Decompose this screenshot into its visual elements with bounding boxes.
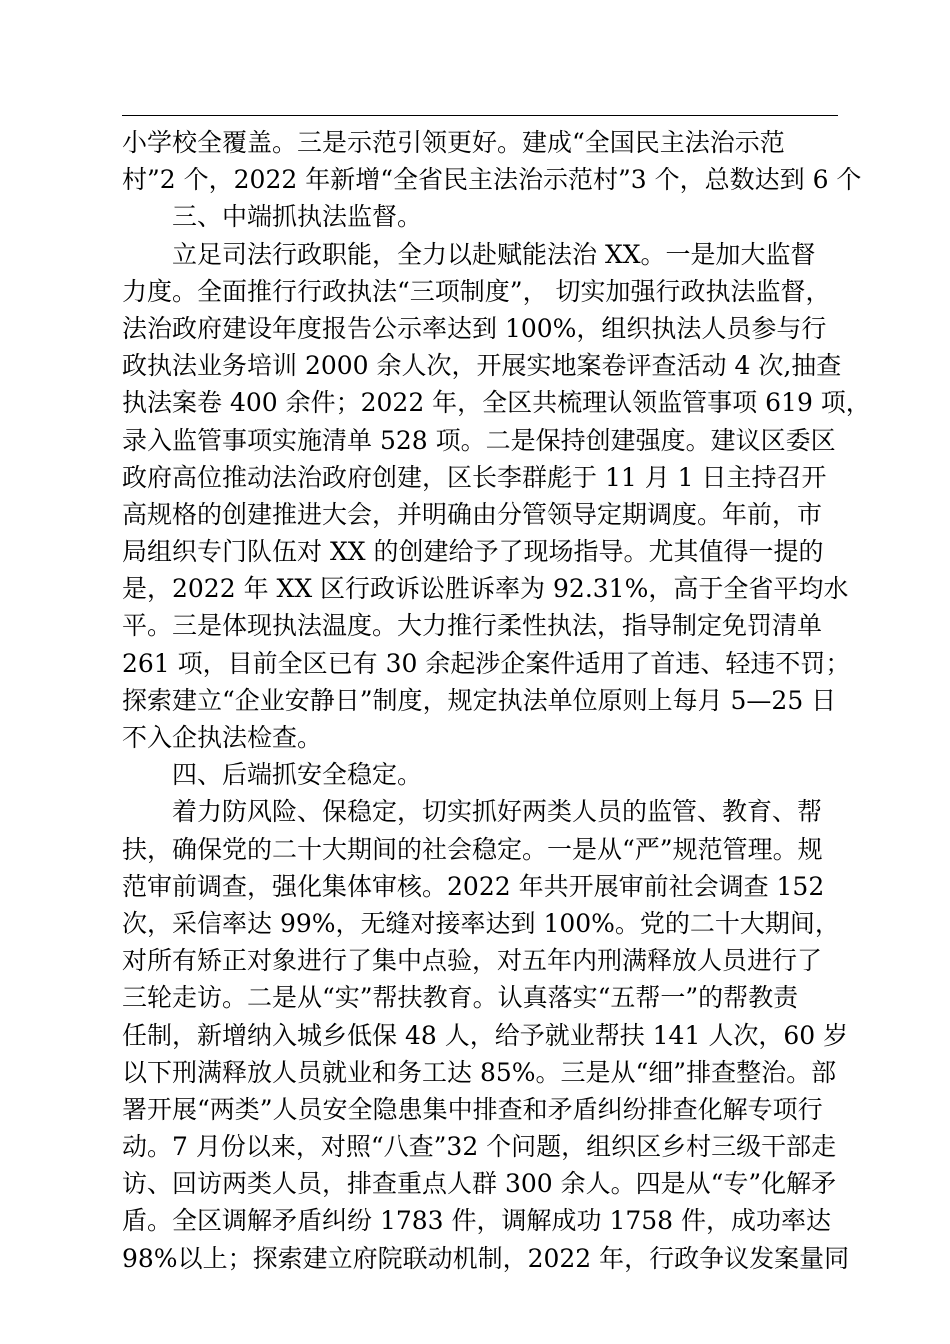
text-line: 着力防风险、保稳定，切实抓好两类人员的监管、教育、帮 bbox=[172, 797, 823, 827]
text-line: 次，采信率达 99%，无缝对接率达到 100%。党的二十大期间， bbox=[122, 908, 840, 938]
text-line: 访、回访两类人员，排查重点人群 300 余人。四是从“专”化解矛 bbox=[122, 1169, 837, 1199]
text-line: 以下刑满释放人员就业和务工达 85%。三是从“细”排查整治。部 bbox=[122, 1057, 837, 1087]
section-heading-4: 四、后端抓安全稳定。 bbox=[172, 760, 423, 790]
text-line: 261 项，目前全区已有 30 余起涉企案件适用了首违、轻违不罚； bbox=[122, 648, 851, 678]
section-heading-3: 三、中端抓执法监督。 bbox=[172, 202, 423, 232]
text-line: 动。7 月份以来，对照“八查”32 个问题，组织区乡村三级干部走 bbox=[122, 1132, 837, 1162]
text-line: 范审前调查，强化集体审核。2022 年共开展审前社会调查 152 bbox=[122, 871, 825, 901]
text-line: 高规格的创建推进大会，并明确由分管领导定期调度。年前，市 bbox=[122, 499, 823, 529]
text-line: 局组织专门队伍对 XX 的创建给予了现场指导。尤其值得一提的 bbox=[122, 537, 824, 567]
text-line: 不入企执法检查。 bbox=[122, 723, 323, 752]
text-line: 法治政府建设年度报告公示率达到 100%，组织执法人员参与行 bbox=[122, 313, 827, 343]
text-line: 探索建立“企业安静日”制度，规定执法单位原则上每月 5—25 日 bbox=[122, 685, 837, 715]
text-line: 扶，确保党的二十大期间的社会稳定。一是从“严”规范管理。规 bbox=[122, 834, 823, 864]
text-line: 政府高位推动法治政府创建，区长李群彪于 11 月 1 日主持召开 bbox=[122, 462, 827, 492]
text-line: 村”2 个，2022 年新增“全省民主法治示范村”3 个，总数达到 6 个 bbox=[122, 165, 862, 195]
text-line: 任制，新增纳入城乡低保 48 人，给予就业帮扶 141 人次，60 岁 bbox=[122, 1020, 849, 1050]
text-line: 小学校全覆盖。三是示范引领更好。建成“全国民主法治示范 bbox=[122, 128, 785, 157]
text-line: 对所有矫正对象进行了集中点验，对五年内刑满释放人员进行了 bbox=[122, 946, 823, 976]
text-line: 三轮走访。二是从“实”帮扶教育。认真落实“五帮一”的帮教责 bbox=[122, 983, 799, 1013]
text-line: 平。三是体现执法温度。大力推行柔性执法，指导制定免罚清单 bbox=[122, 611, 823, 641]
text-line: 盾。全区调解矛盾纠纷 1783 件，调解成功 1758 件，成功率达 bbox=[122, 1206, 832, 1236]
header-rule bbox=[122, 115, 838, 116]
text-line: 政执法业务培训 2000 余人次，开展实地案卷评查活动 4 次,抽查 bbox=[122, 351, 842, 381]
text-line: 是，2022 年 XX 区行政诉讼胜诉率为 92.31%，高于全省平均水 bbox=[122, 574, 849, 604]
text-line: 98%以上；探索建立府院联动机制，2022 年，行政争议发案量同 bbox=[122, 1243, 850, 1273]
text-line: 立足司法行政职能，全力以赴赋能法治 XX。一是加大监督 bbox=[172, 239, 816, 269]
text-line: 录入监管事项实施清单 528 项。二是保持创建强度。建议区委区 bbox=[122, 425, 836, 455]
text-line: 力度。全面推行行政执法“三项制度”， 切实加强行政执法监督， bbox=[122, 276, 831, 306]
text-line: 署开展“两类”人员安全隐患集中排查和矛盾纠纷排查化解专项行 bbox=[122, 1094, 823, 1124]
document-body bbox=[122, 124, 871, 1277]
text-line: 执法案卷 400 余件；2022 年，全区共梳理认领监管事项 619 项， bbox=[122, 388, 871, 418]
